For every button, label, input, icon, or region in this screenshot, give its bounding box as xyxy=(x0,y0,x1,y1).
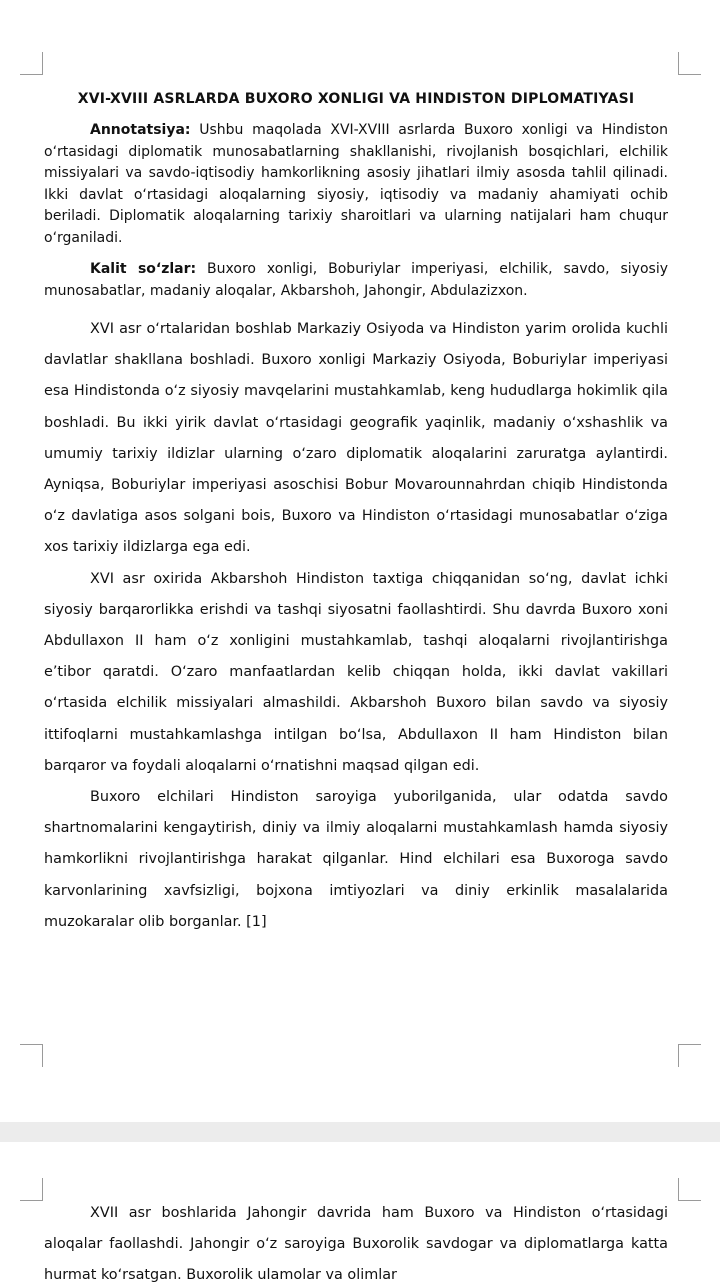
body-paragraph: XVII asr boshlarida Jahongir davrida ham Buxoro va Hindiston o‘rtasidagi aloqalar faollashdi. Jahongir o‘z saroyiga Buxorolik savdogar va diplomatlarga katta hurmat ko‘rsatgan. Buxorolik ulamolar va olimlar xyxy=(44,1205,668,1282)
keywords-label: Kalit so‘zlar: xyxy=(90,261,197,277)
body-paragraph: Buxoro elchilari Hindiston saroyiga yuborilganida, ular odatda savdo shartnomalarini kengaytirish, diniy va ilmiy aloqalarni mustahkamlash hamda siyosiy hamkorlikni rivojlantirishga harakat qilganlar. Hind elchilari esa Buxoroga savdo karvonlarining xavfsizligi, bojxona imtiyozlari va diniy erkinlik masalalarida muzokaralar olib borganlar. [1] xyxy=(44,789,668,930)
annotation-label: Annotatsiya: xyxy=(90,122,191,138)
page-2-content xyxy=(44,1198,668,1282)
page-gap xyxy=(0,1122,720,1142)
keywords-paragraph xyxy=(44,259,668,302)
body-text xyxy=(44,314,668,938)
front-matter xyxy=(44,120,668,302)
page-1-content xyxy=(44,88,668,938)
crop-mark-top-left xyxy=(20,1178,43,1201)
crop-mark-top-right xyxy=(678,52,701,75)
crop-mark-bottom-left xyxy=(20,1044,43,1067)
crop-mark-top-right xyxy=(678,1178,701,1201)
document-title: XVI-XVIII ASRLARDA BUXORO XONLIGI VA HINDISTON DIPLOMATIYASI xyxy=(77,91,635,107)
document-page-2 xyxy=(0,1142,720,1282)
crop-mark-top-left xyxy=(20,52,43,75)
annotation-text: Ushbu maqolada XVI-XVIII asrlarda Buxoro xonligi va Hindiston o‘rtasidagi diplomatik munosabatlarning shakllanishi, rivojlanish bosqichlari, elchilik missiyalari va savdo-iqtisodiy hamkorlikning asosiy jihatlari ilmiy asosda tahlil qilinadi. Ikki davlat o‘rtasidagi aloqalarning siyosiy, iqtisodiy va madaniy ahamiyati ochib beriladi. Diplomatik aloqalarning tarixiy sharoitlari va ularning natijalari ham chuqur o‘rganiladi. xyxy=(44,122,668,246)
keywords-text: Buxoro xonligi, Boburiylar imperiyasi, elchilik, savdo, siyosiy munosabatlar, madaniy aloqalar, Akbarshoh, Jahongir, Abdulazizxon. xyxy=(44,261,668,299)
annotation-paragraph xyxy=(44,120,668,249)
crop-mark-bottom-right xyxy=(678,1044,701,1067)
body-paragraph: XVI asr oxirida Akbarshoh Hindiston taxtiga chiqqanidan so‘ng, davlat ichki siyosiy barqarorlikka erishdi va tashqi siyosatni faollashtirdi. Shu davrda Buxoro xoni Abdullaxon II ham o‘z xonligini mustahkamlab, tashqi aloqalarni rivojlantirishga e’tibor qaratdi. O‘zaro manfaatlardan kelib chiqqan holda, ikki davlat vakillari o‘rtasida elchilik missiyalari almashildi. Akbarshoh Buxoro bilan savdo va siyosiy ittifoqlarni mustahkamlashga intilgan bo‘lsa, Abdullaxon II ham Hindiston bilan barqaror va foydali aloqalarni o‘rnatishni maqsad qilgan edi. xyxy=(44,570,668,774)
body-paragraph: XVI asr o‘rtalaridan boshlab Markaziy Osiyoda va Hindiston yarim orolida kuchli davlatlar shakllana boshladi. Buxoro xonligi Markaziy Osiyoda, Boburiylar imperiyasi esa Hindistonda o‘z siyosiy mavqelarini mustahkamlab, keng hududlarga hokimlik qila boshladi. Bu ikki yirik davlat o‘rtasidagi geografik yaqinlik, madaniy o‘xshashlik va umumiy tarixiy ildizlar ularning o‘zaro diplomatik aloqalarini zaruratga aylantirdi. Ayniqsa, Boburiylar imperiyasi asoschisi Bobur Movarounnahrdan chiqib Hindistonda o‘z davlatiga asos solgani bois, Buxoro va Hindiston o‘rtasidagi munosabatlar o‘ziga xos tarixiy ildizlarga ega edi. xyxy=(44,321,668,556)
